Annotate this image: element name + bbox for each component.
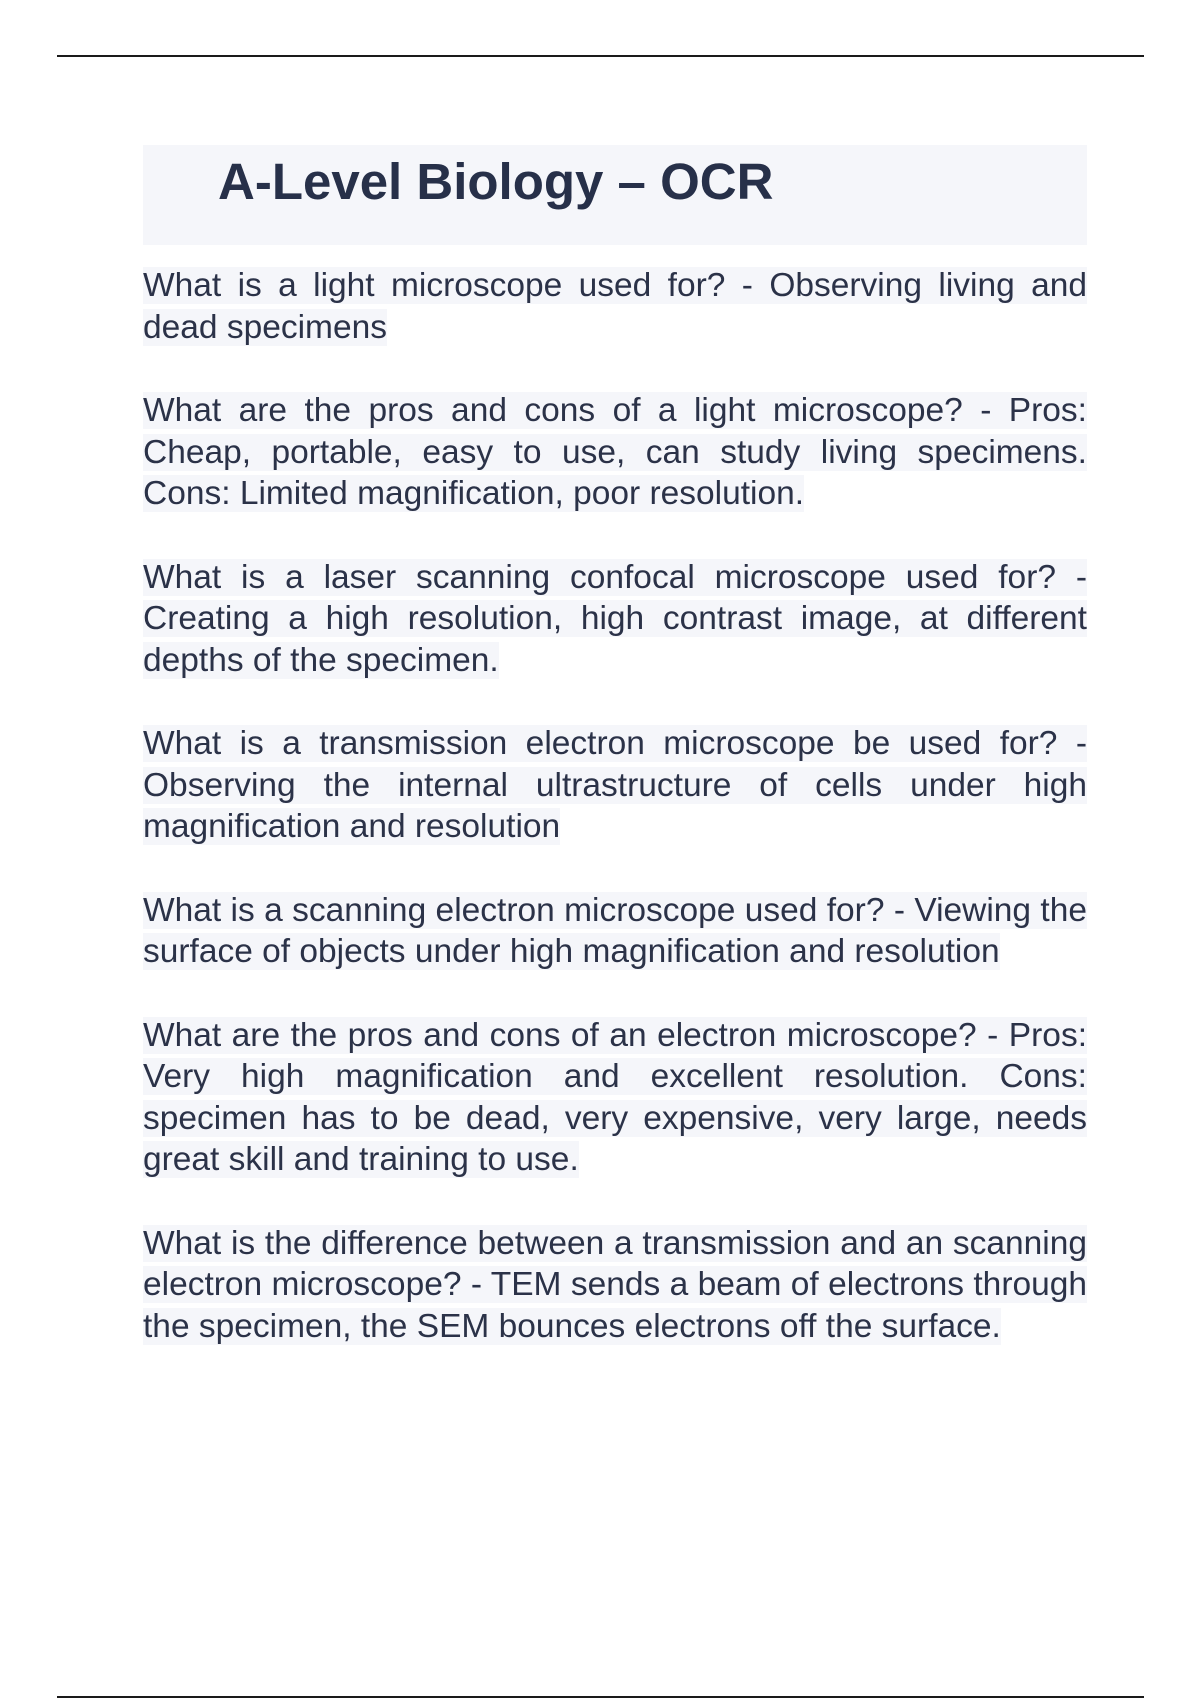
qa-item	[143, 723, 1087, 848]
qa-item	[143, 390, 1087, 515]
bottom-rule	[57, 1696, 1144, 1698]
qa-text: What is a light microscope used for? - Observing living and dead specimens	[143, 267, 1087, 346]
title-banner	[143, 145, 1087, 245]
qa-text: What is the difference between a transmission and an scanning electron microscope? - TEM sends a beam of electrons through the specimen, the SEM bounces electrons off the surface.	[143, 1224, 1087, 1345]
qa-text: What is a scanning electron microscope used for? - Viewing the surface of objects under high magnification and resolution	[143, 891, 1087, 970]
qa-item	[143, 1223, 1087, 1348]
document-body	[143, 145, 1087, 1389]
qa-list	[143, 265, 1087, 1347]
document-title: A-Level Biology – OCR	[218, 153, 774, 210]
qa-text: What are the pros and cons of a light microscope? - Pros: Cheap, portable, easy to use, can study living specimens. Cons: Limited magnification, poor resolution.	[143, 392, 1087, 512]
qa-item	[143, 1015, 1087, 1181]
qa-text: What is a transmission electron microscope be used for? - Observing the internal ultrastructure of cells under high magnification and resolution	[143, 725, 1087, 845]
qa-item	[143, 557, 1087, 682]
qa-item	[143, 890, 1087, 973]
top-rule	[57, 55, 1144, 57]
qa-text: What are the pros and cons of an electron microscope? - Pros: Very high magnification and excellent resolution. Cons: specimen has to be dead, very expensive, very large, needs great skill and training to use.	[143, 1016, 1087, 1178]
qa-text: What is a laser scanning confocal microscope used for? - Creating a high resolution, high contrast image, at different depths of the specimen.	[143, 558, 1087, 679]
qa-item	[143, 265, 1087, 348]
